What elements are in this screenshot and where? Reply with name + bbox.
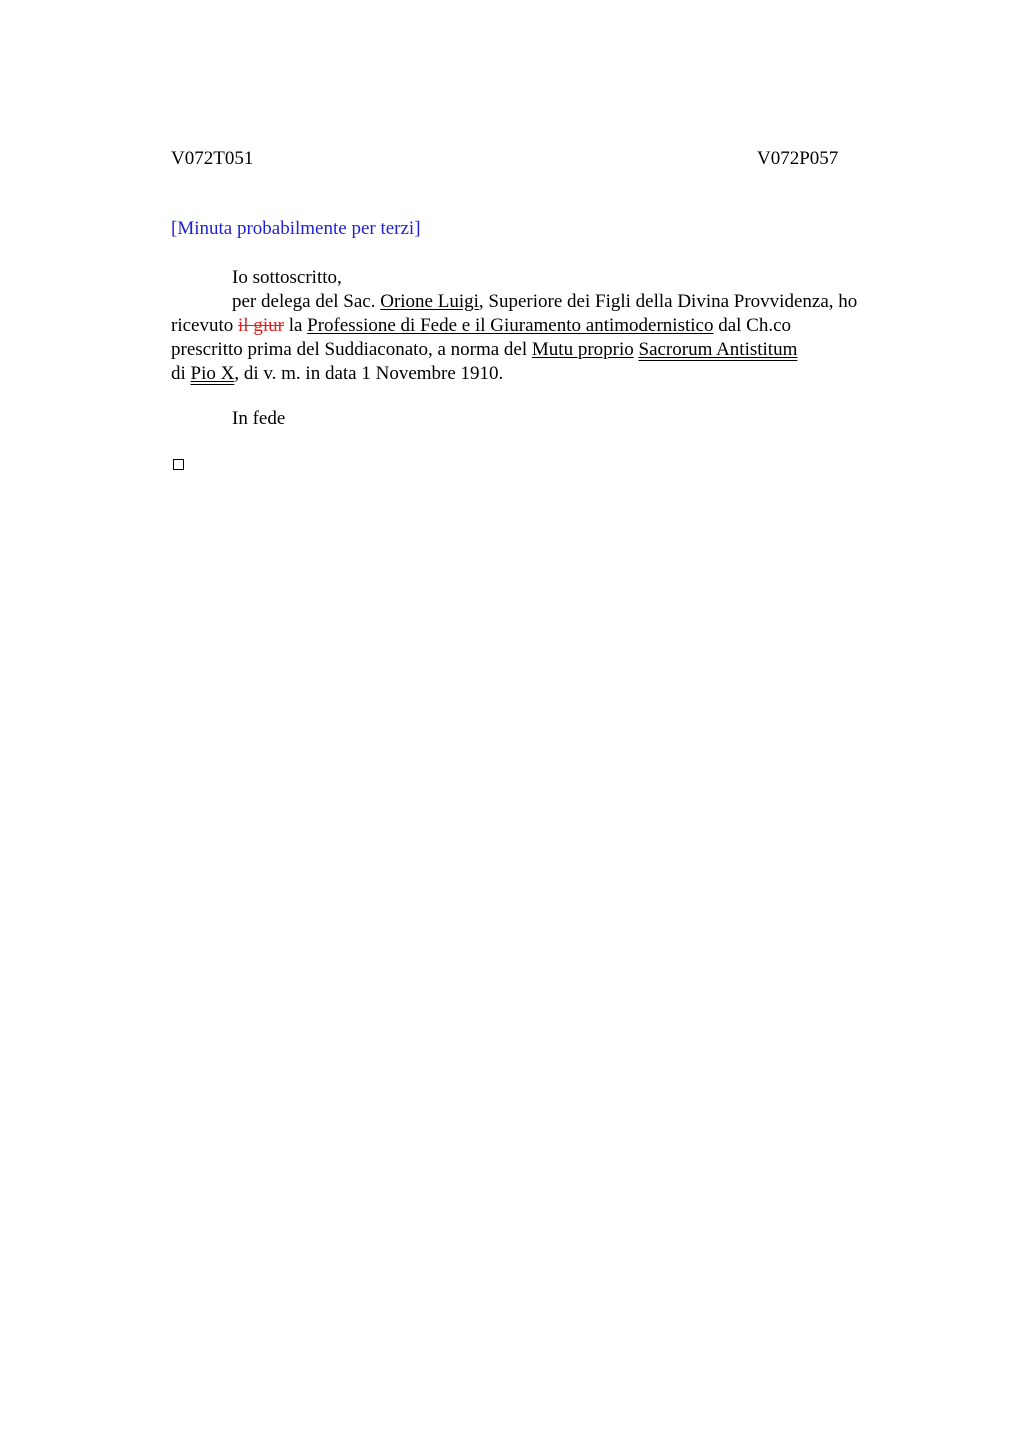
deleted-text: il giur (238, 315, 284, 336)
body-line-3 (171, 314, 916, 338)
text-segment: dal Ch.co (713, 315, 792, 336)
text-segment: la (283, 315, 308, 336)
body-line-2 (171, 290, 916, 314)
text-segment: , Superiore dei Figli della Divina Provvidenza, ho (478, 291, 858, 312)
text-segment: di (171, 363, 191, 384)
oath-title: Professione di Fede e il Giuramento antimodernistico (307, 315, 714, 336)
text-segment: ricevuto (171, 315, 239, 336)
body-line-5 (171, 362, 916, 386)
checkbox-square (173, 459, 184, 470)
document-title: Sacrorum Antistitum (638, 339, 798, 360)
editorial-note: [Minuta probabilmente per terzi] (171, 218, 421, 239)
text-segment: per delega del Sac. (232, 291, 381, 312)
closing: In fede (232, 408, 286, 429)
body-line-4 (171, 338, 916, 362)
opening-line (171, 266, 916, 290)
person-name: Orione Luigi (380, 291, 479, 312)
motu-proprio: Mutu proprio (531, 339, 634, 360)
text-segment: prescritto prima del Suddiaconato, a norma del (171, 339, 532, 360)
right-code: V072P057 (757, 148, 839, 169)
document-body (171, 266, 916, 386)
opening-text: Io sottoscritto, (232, 267, 342, 288)
pope-name: Pio X (190, 363, 235, 384)
left-code: V072T051 (171, 148, 254, 169)
text-segment: , di v. m. in data 1 Novembre 1910. (234, 363, 504, 384)
